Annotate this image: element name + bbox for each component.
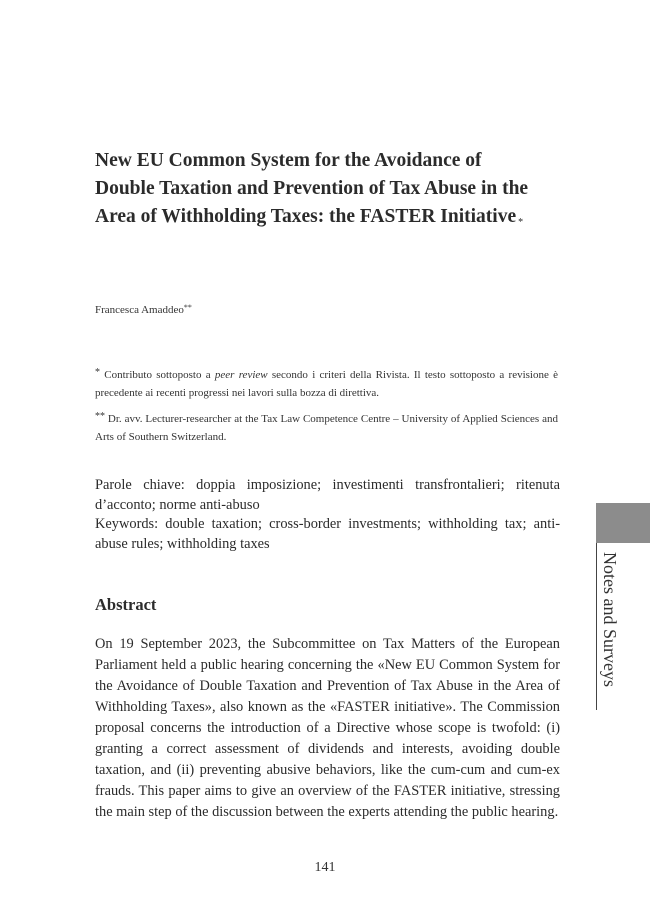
footnote-2-mark: ** (95, 411, 105, 422)
abstract-heading: Abstract (95, 595, 157, 614)
title-footnote-mark: * (518, 217, 524, 228)
footnote-2-text: Dr. avv. Lecturer-researcher at the Tax Law Competence Centre – University of Applied Sciences and Arts of Southern Switzerland. (95, 413, 558, 443)
author-name-text: Francesca Amaddeo (95, 304, 184, 316)
section-tab-marker (596, 503, 650, 543)
abstract-body: On 19 September 2023, the Subcommittee on Tax Matters of the European Parliament held a public hearing concerning the «New EU Common System for the Avoidance of Double Taxation and Prevention of Tax Abuse in the Area of Withholding Taxes», also known as the «FASTER initiative». The Commission proposal concerns the introduction of a Directive whose scope is twofold: (i) granting a correct assessment of dividends and interests, avoiding double taxation, and (ii) preventing abusive behaviors, like the cum-cum and cum-ex frauds. This paper aims to give an overview of the FASTER initiative, stressing the main step of the discussion between the experts attending the public hearing. (95, 636, 560, 820)
keywords-english: Keywords: double taxation; cross-border investments; withholding tax; anti-abuse rules; withholding taxes (95, 516, 560, 552)
section-side-label: Notes and Surveys (600, 552, 620, 687)
footnote-peer-review (95, 366, 558, 402)
article-title-text: New EU Common System for the Avoidance of Double Taxation and Prevention of Tax Abuse in the Area of Withholding Taxes: the FASTER Initiative (95, 150, 529, 227)
keywords-italian: Parole chiave: doppia imposizione; investimenti transfrontalieri; ritenuta d’acconto; norme anti-abuso (95, 477, 560, 513)
footnote-1-italic: peer review (214, 369, 268, 381)
footnote-1-text-before: Contributo sottoposto a (104, 369, 215, 381)
page-number: 141 (314, 860, 336, 875)
author-name (95, 304, 192, 316)
article-title (95, 147, 535, 231)
author-footnote-mark: ** (183, 303, 192, 312)
footnote-1-text-after: secondo i criteri della Rivista. Il testo sottoposto a revisione è precedente ai recenti progressi nei lavori sulla bozza di direttiva. (95, 369, 559, 399)
footnote-1-mark: * (95, 367, 100, 378)
footnote-author-affiliation (95, 410, 558, 446)
